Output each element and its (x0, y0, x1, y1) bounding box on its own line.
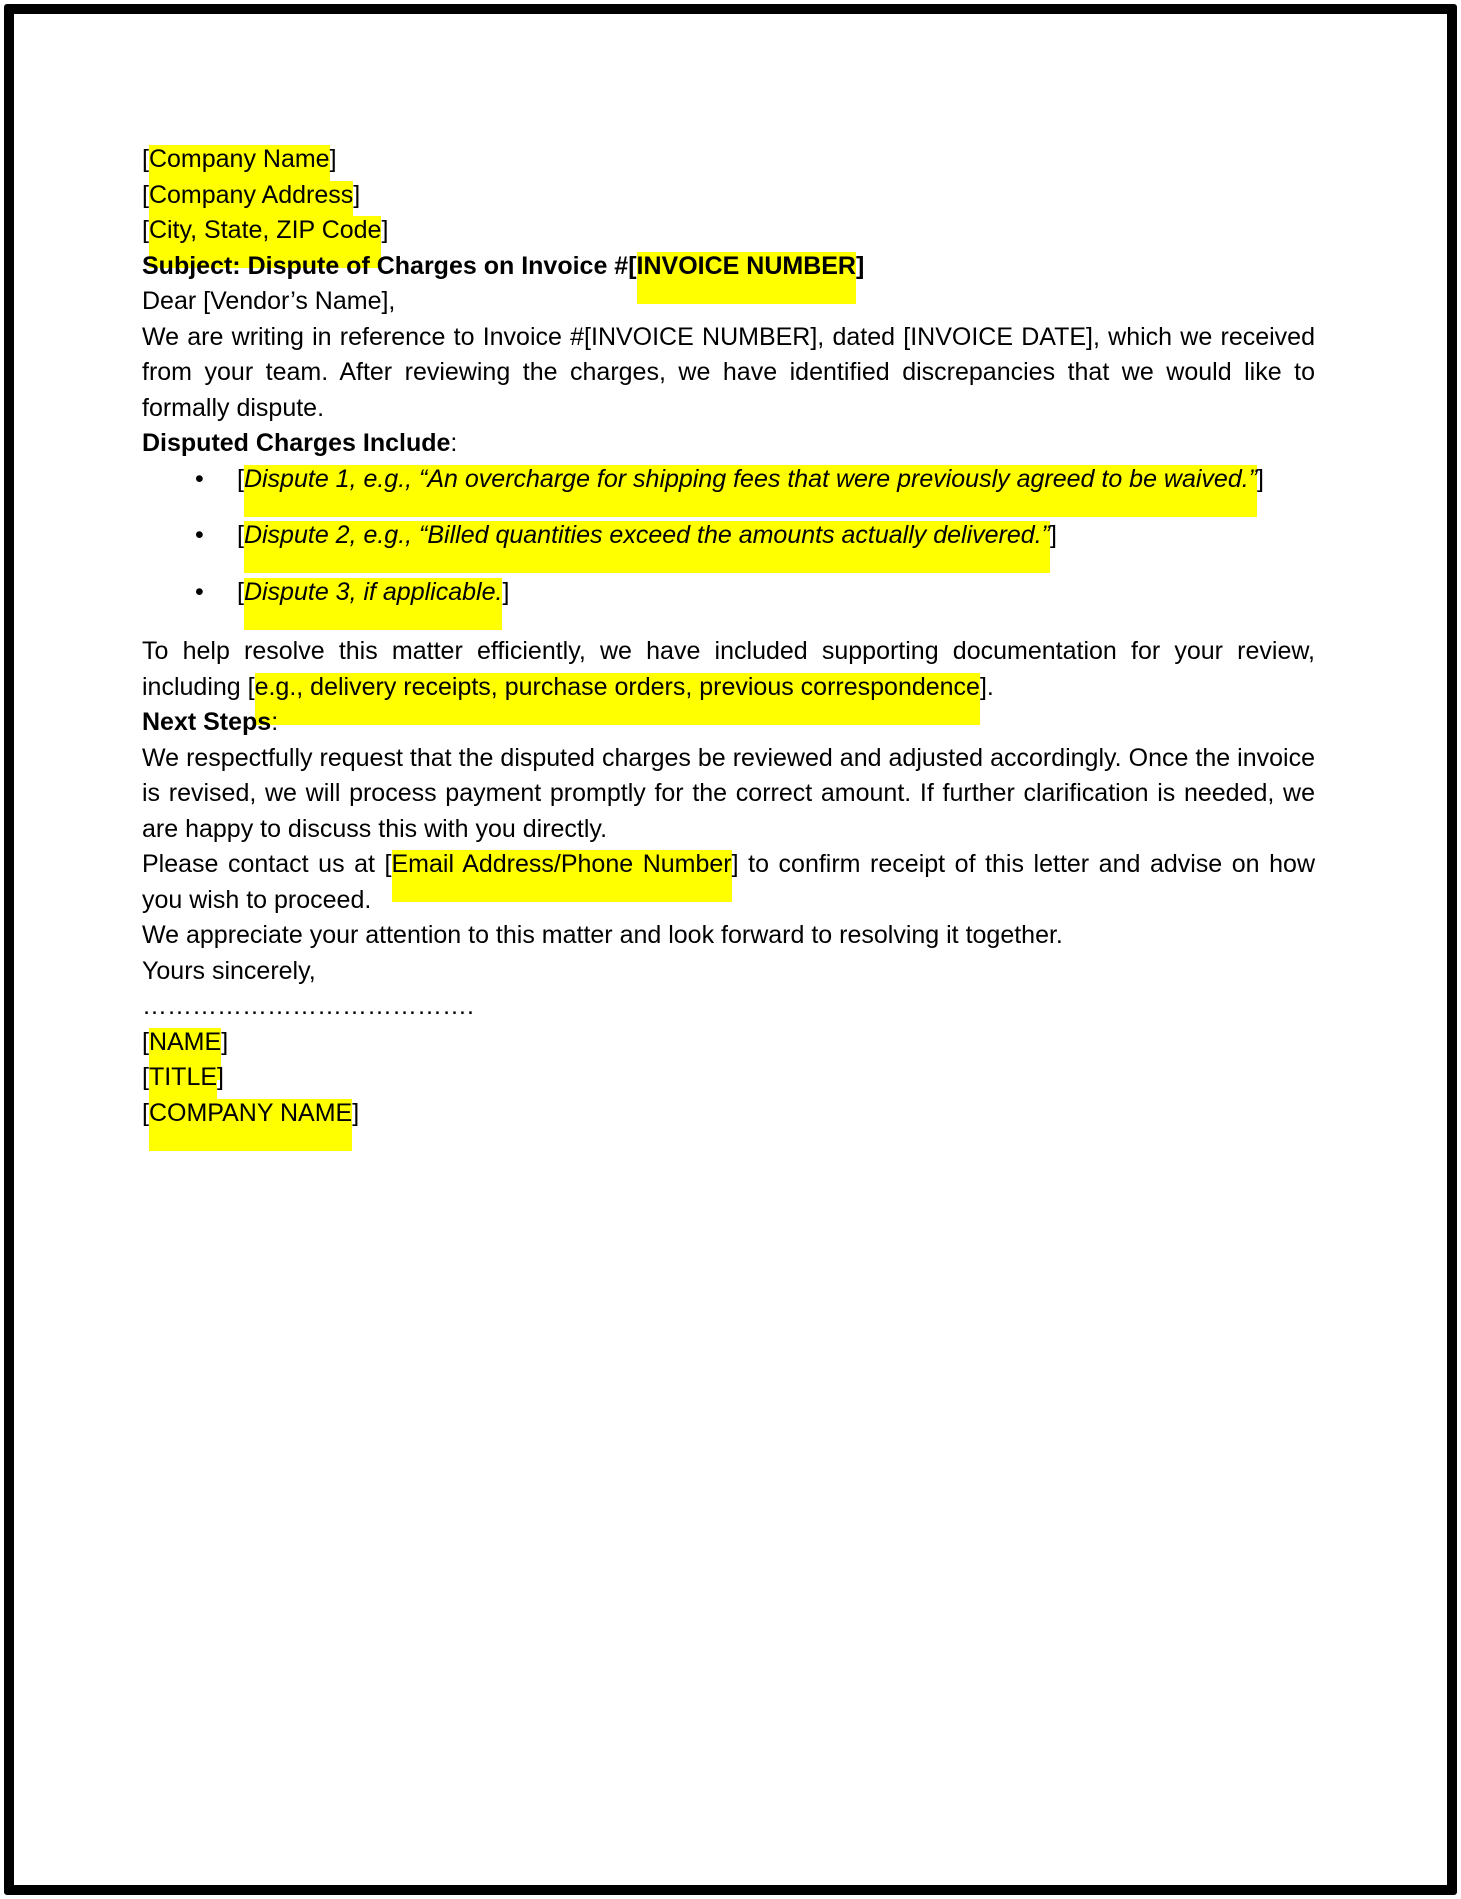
contact-text: Please contact us at [ (142, 850, 392, 878)
documentation-text-end: ]. (979, 672, 994, 701)
appreciation-paragraph: We appreciate your attention to this matter and look forward to resolving it together. (142, 921, 1063, 949)
sender-city-state-zip-line (142, 213, 1315, 249)
bracket-close: ] (856, 251, 865, 280)
bracket-open: [ (237, 464, 244, 493)
sender-company-name-line (142, 142, 1315, 178)
salutation: Dear [Vendor’s Name], (142, 287, 396, 315)
bracket-open: [ (142, 216, 149, 244)
valediction: Yours sincerely, (142, 956, 316, 985)
documentation-paragraph (142, 634, 1315, 705)
bracket-open: [ (142, 180, 149, 209)
bracket-close: ] (381, 216, 389, 244)
dispute-1-placeholder: Dispute 1, e.g., “An overcharge for shipping fees that were previously agreed to be waived.” (244, 465, 1257, 517)
bullet-icon: • (195, 577, 204, 606)
bracket-close: ] (221, 1027, 229, 1056)
heading-text: Next Steps (142, 708, 272, 736)
signer-company-placeholder: COMPANY NAME (149, 1099, 352, 1151)
bracket-close: ] (352, 1098, 360, 1127)
bracket-open: [ (142, 1063, 149, 1091)
signer-title-placeholder: TITLE (149, 1063, 217, 1115)
heading-colon: : (450, 429, 458, 457)
city-state-zip-placeholder: City, State, ZIP Code (149, 216, 382, 268)
subject-line (142, 249, 1315, 285)
dispute-letter (142, 0, 1315, 1131)
bracket-open: [ (142, 1027, 149, 1056)
signer-title-line (142, 1060, 1315, 1096)
dispute-item-1 (142, 462, 1315, 498)
bullet-icon: • (195, 521, 204, 549)
heading-text: Disputed Charges Include (142, 429, 451, 457)
request-paragraph: We respectfully request that the disputed charges be reviewed and adjusted accordingly. Once the invoice is revised, we will process payment promptly for the correct amount. If further clarification is needed, we are happy to discuss this with you directly. (142, 743, 1315, 843)
bracket-open: [ (237, 521, 244, 549)
dispute-item-text (237, 518, 1057, 554)
contact-text-end: ] to confirm receipt of this letter and advise on how you wish to proceed. (142, 850, 1316, 914)
dispute-item-3 (142, 575, 1315, 611)
bracket-close: ] (1257, 464, 1264, 493)
bracket-close: ] (329, 145, 337, 173)
dispute-item-2 (142, 518, 1315, 554)
company-address-placeholder: Company Address (149, 181, 353, 233)
bracket-close: ] (502, 577, 510, 606)
bracket-open: [ (237, 577, 244, 606)
documentation-examples-placeholder: e.g., delivery receipts, purchase orders, previous correspondence (255, 673, 980, 725)
signer-name-line (142, 1025, 1315, 1061)
sender-company-address-line (142, 178, 1315, 214)
intro-paragraph: We are writing in reference to Invoice #[INVOICE NUMBER], dated [INVOICE DATE], which we received from your team. After reviewing the charges, we have identified discrepancies that we would like to formally dispute. (142, 322, 1315, 422)
invoice-number-placeholder: INVOICE NUMBER (637, 252, 856, 304)
bracket-close: ] (353, 180, 361, 209)
bullet-icon: • (195, 464, 204, 493)
disputed-charges-heading (142, 426, 1315, 462)
contact-paragraph (142, 847, 1315, 918)
dispute-3-placeholder: Dispute 3, if applicable. (244, 578, 502, 630)
bracket-close: ] (217, 1063, 224, 1091)
bracket-open: [ (142, 1098, 149, 1127)
signature-dotted-line: …………………………………. (142, 992, 474, 1020)
signer-name-placeholder: NAME (149, 1028, 221, 1080)
bracket-open: [ (142, 145, 149, 173)
company-name-placeholder: Company Name (149, 145, 330, 197)
dispute-item-text (237, 575, 509, 611)
contact-info-placeholder: Email Address/Phone Number (392, 850, 732, 902)
heading-colon: : (271, 708, 279, 736)
signer-company-line (142, 1096, 1315, 1132)
documentation-text: To help resolve this matter efficiently, we have included supporting documentation for your review, including [ (142, 637, 1315, 701)
dispute-item-text (237, 462, 1264, 498)
subject-text: Subject: Dispute of Charges on Invoice #[ (142, 251, 637, 280)
bracket-close: ] (1049, 521, 1057, 549)
dispute-2-placeholder: Dispute 2, e.g., “Billed quantities exceed the amounts actually delivered.” (244, 521, 1050, 573)
